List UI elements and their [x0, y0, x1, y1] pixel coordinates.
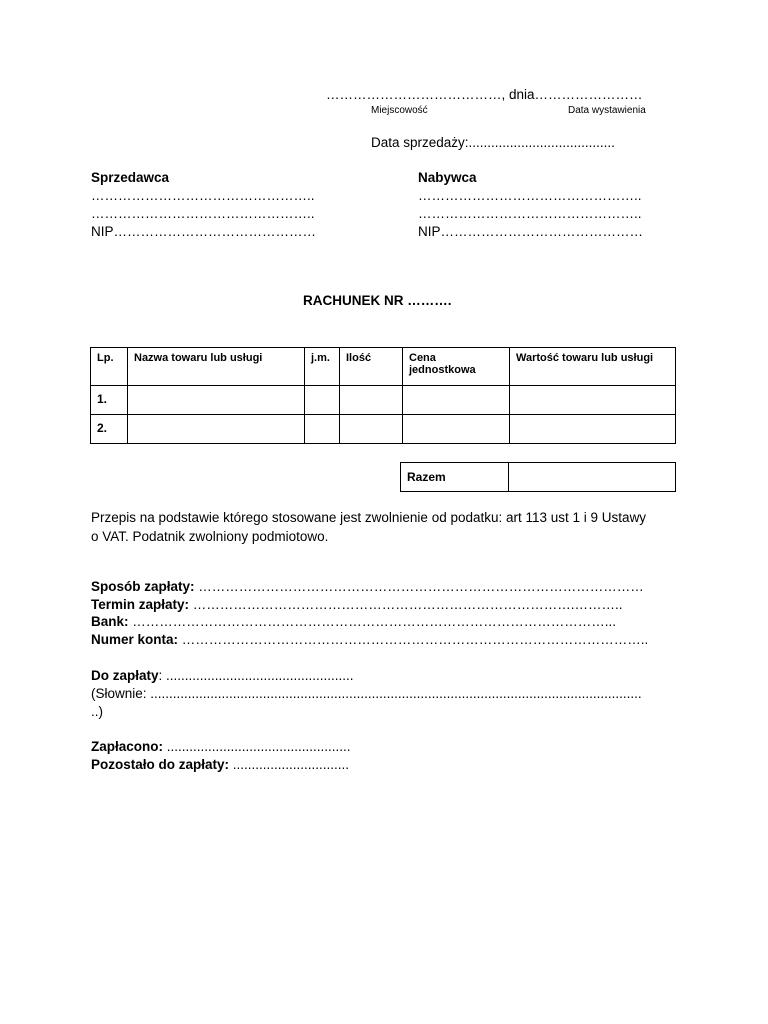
row-1-price[interactable]	[403, 386, 510, 415]
table-row	[91, 415, 676, 444]
paid-label: Zapłacono:	[91, 739, 164, 754]
to-pay-line	[91, 668, 354, 683]
header-price	[403, 348, 510, 386]
remaining-line	[91, 757, 349, 772]
place-date-line: …………………………………, dnia……………………	[326, 87, 643, 102]
bank-dots: ……………………………………………………………………………………………...	[128, 614, 617, 629]
payment-due-line	[91, 597, 623, 612]
row-1-unit[interactable]	[305, 386, 340, 415]
buyer-line-2: …………………………………………..	[418, 206, 642, 221]
place-caption: Miejscowość	[371, 105, 428, 116]
payment-due-label: Termin zapłaty:	[91, 597, 190, 612]
row-2-qty[interactable]	[340, 415, 403, 444]
exemption-line-1: Przepis na podstawie którego stosowane jest zwolnienie od podatku: art 113 ust 1 i 9 Ustawy	[91, 510, 647, 525]
total-row	[401, 463, 676, 492]
sale-date-line: Data sprzedaży:.......................................	[371, 135, 615, 150]
row-2-lp: 2.	[91, 415, 128, 444]
payment-due-dots: ………………………………………………………………………….………..	[189, 597, 623, 612]
issue-date-caption: Data wystawienia	[568, 105, 646, 116]
bank-line	[91, 614, 616, 629]
bank-label: Bank:	[91, 614, 129, 629]
to-pay-dots: : ..................................................	[158, 668, 354, 683]
invoice-title: RACHUNEK NR ……….	[303, 293, 452, 308]
seller-line-2: …………………………………………..	[91, 206, 315, 221]
header-value: Wartość towaru lub usługi	[510, 348, 676, 386]
row-2-value[interactable]	[510, 415, 676, 444]
row-1-lp: 1.	[91, 386, 128, 415]
total-value[interactable]	[509, 463, 676, 492]
seller-title: Sprzedawca	[91, 170, 170, 185]
row-2-name[interactable]	[128, 415, 305, 444]
account-line	[91, 632, 648, 647]
payment-method-label: Sposób zapłaty:	[91, 579, 195, 594]
remaining-dots: ...............................	[229, 757, 350, 772]
exemption-line-2: o VAT. Podatnik zwolniony podmiotowo.	[91, 529, 329, 544]
row-1-qty[interactable]	[340, 386, 403, 415]
row-2-price[interactable]	[403, 415, 510, 444]
buyer-title: Nabywca	[418, 170, 477, 185]
amount-in-words-line-2: ..)	[91, 704, 103, 719]
remaining-label: Pozostało do zapłaty:	[91, 757, 230, 772]
account-label: Numer konta:	[91, 632, 179, 647]
buyer-nip: NIP………………………………………	[418, 224, 644, 239]
row-2-unit[interactable]	[305, 415, 340, 444]
seller-nip: NIP………………………………………	[91, 224, 317, 239]
exemption-note	[91, 508, 681, 546]
to-pay-label: Do zapłaty	[91, 668, 159, 683]
items-table	[90, 347, 676, 444]
row-1-value[interactable]	[510, 386, 676, 415]
buyer-line-1: …………………………………………..	[418, 188, 642, 203]
paid-dots: .................................................	[163, 739, 351, 754]
total-label: Razem	[401, 463, 509, 492]
payment-method-dots: ………………………………………………………………………………………	[194, 579, 644, 594]
header-lp: Lp.	[91, 348, 128, 386]
paid-line	[91, 739, 351, 754]
header-unit: j.m.	[305, 348, 340, 386]
amount-in-words-line-1: (Słownie: ...................................................................................................................................	[91, 686, 642, 701]
header-qty: Ilość	[340, 348, 403, 386]
payment-method-line	[91, 579, 644, 594]
header-price-line-1: Cena	[409, 352, 436, 364]
row-1-name[interactable]	[128, 386, 305, 415]
seller-line-1: …………………………………………..	[91, 188, 315, 203]
total-table	[400, 462, 676, 492]
table-row	[91, 386, 676, 415]
account-dots: …………………………………………………………………………………………..	[178, 632, 649, 647]
table-header-row	[91, 348, 676, 386]
header-price-line-2: jednostkowa	[409, 364, 476, 376]
header-name: Nazwa towaru lub usługi	[128, 348, 305, 386]
